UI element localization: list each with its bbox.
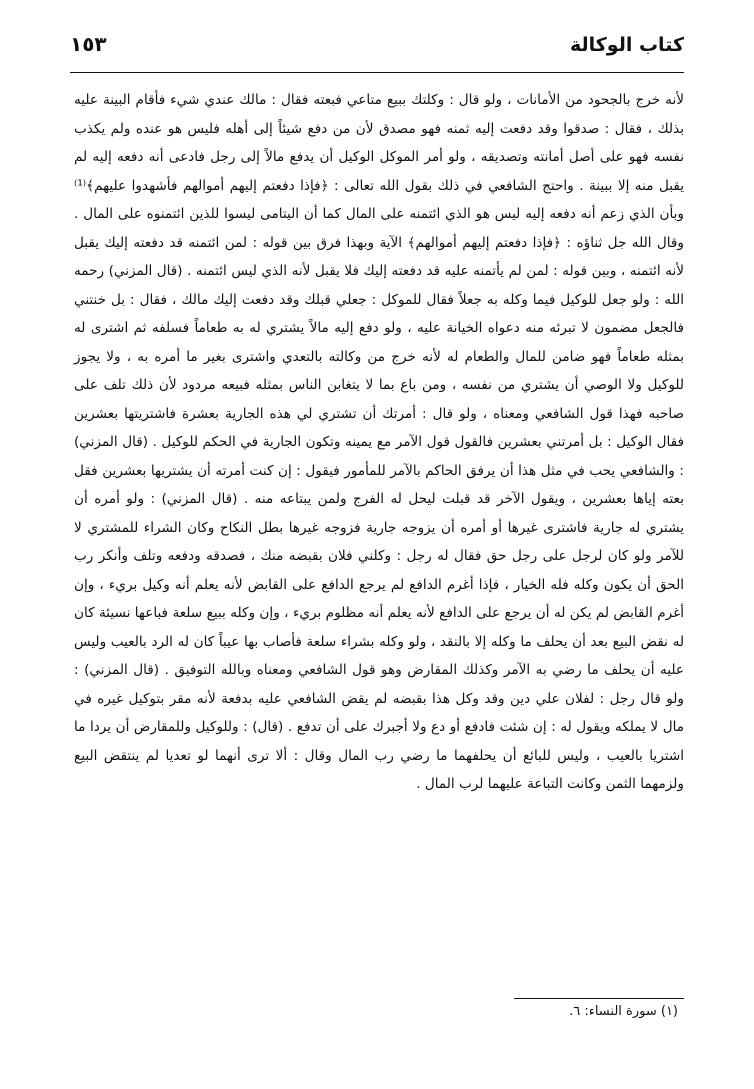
main-text-block <box>74 86 684 799</box>
header-divider <box>70 72 684 73</box>
footnote-divider <box>514 998 684 999</box>
body-paragraph: لأنه خرج بالجحود من الأمانات ، ولو قال : وكلتك ببيع متاعي فبعته فقال : مالك عندي شيء فأقام البينة عليه بذلك ، فقال : صدقوا وقد دفعت إليه ثمنه فهو مصدق لأن من دفع شيئاً إلى أهله فليس هو عنده ولم يكذب نفسه فهو على أصل أمانته وتصديقه ، ولو أمر الموكل الوكيل أن يدفع مالاً إلى رجل فادعى أنه دفعه إليه لم يقبل منه إلا ببينة . واحتج الشافعي في ذلك بقول الله تعالى : ﴿فإذا دفعتم إليهم أموالهم فأشهدوا عليهم﴾⁽¹⁾ وبأن الذي زعم أنه دفعه إليه ليس هو الذي ائتمنه على المال كما أن اليتامى ليسوا للذين ائتمنوه على المال . وقال الله جل ثناؤه : ﴿فإذا دفعتم إليهم أموالهم﴾ الآية وبهذا فرق بين قوله : لمن ائتمنه قد دفعته إليك يقبل لأنه ائتمنه ، وبين قوله : لمن لم يأتمنه عليه قد دفعته إليك فلا يقبل لأنه الذي ليس ائتمنه . (قال المزني) رحمه الله : ولو جعل للوكيل فيما وكله به جعلاً فقال للموكل : جعلي قبلك وقد دفعت إليك مالك ، فقال : بل خنتني فالجعل مضمون لا تبرئه منه دعواه الخيانة عليه ، ولو دفع إليه مالاً يشتري له به طعاماً فسلفه ثم اشترى له بمثله طعاماً فهو ضامن للمال والطعام له لأنه خرج من وكالته بالتعدي واشترى بغير ما أمره به ، ولا يجوز للوكيل ولا الوصي أن يشتري من نفسه ، ومن باع بما لا يتغابن الناس بمثله فبيعه مردود لأن ذلك تلف على صاحبه فهذا قول الشافعي ومعناه ، ولو قال : أمرتك أن تشتري لي هذه الجارية بعشرة فاشتريتها بعشرين فقال الوكيل : بل أمرتني بعشرين فالقول قول الآمر مع يمينه وتكون الجارية في الحكم للوكيل . (قال المزني) : والشافعي يحب في مثل هذا أن يرفق الحاكم بالآمر للمأمور فيقول : إن كنت أمرته أن يشتريها بعشرين فقل بعته إياها بعشرين ، ويقول الآخر قد قبلت ليحل له الفرج ولمن يبتاعه منه . (قال المزني) : ولو أمره أن يشتري له جارية فاشترى غيرها أو أمره أن يزوجه جارية فزوجه غيرها بطل النكاح وكان الشراء للمشتري لا للآمر ولو كان لرجل على رجل حق فقال له رجل : وكلني فلان بقبضه منك ، فصدقه ودفعه وتلف وأنكر رب الحق أن يكون وكله فله الخيار ، فإذا أغرم الدافع لم يرجع الدافع على القابض لأنه يعلم أنه وكيل بريء ، وإن أغرم القابض لم يكن له أن يرجع على الدافع لأنه يعلم أنه مظلوم بريء ، وإن وكله ببيع سلعة فباعها نسيئة كان له نقض البيع بعد أن يحلف ما وكله إلا بالنقد ، ولو وكله بشراء سلعة فأصاب بها عيباً كان له الرد بالعيب وليس عليه أن يحلف ما رضي به الآمر وكذلك المقارض وهو قول الشافعي ومعناه وبالله التوفيق . (قال المزني) : ولو قال رجل : لفلان علي دين وقد وكل هذا بقبضه لم يقض الشافعي عليه بدفعة لأنه مقر بتوكيل غيره في مال لا يملكه ويقول له : إن شئت فادفع أو دع ولا أجبرك على أن تدفع . (قال) : وللوكيل وللمقارض أن يردا ما اشتريا بالعيب ، وليس للبائع أن يحلفهما ما رضي رب المال وقال : ألا ترى أنهما لو تعديا لم ينتقض البيع ولزمهما الثمن وكانت التباعة عليهما لرب المال . <box>74 92 684 792</box>
page-header <box>70 28 684 68</box>
chapter-title: كتاب الوكالة <box>569 34 684 56</box>
page-number: ١٥٣ <box>70 32 107 56</box>
footnote: (١) سورة النساء: ٦. <box>569 1004 678 1019</box>
